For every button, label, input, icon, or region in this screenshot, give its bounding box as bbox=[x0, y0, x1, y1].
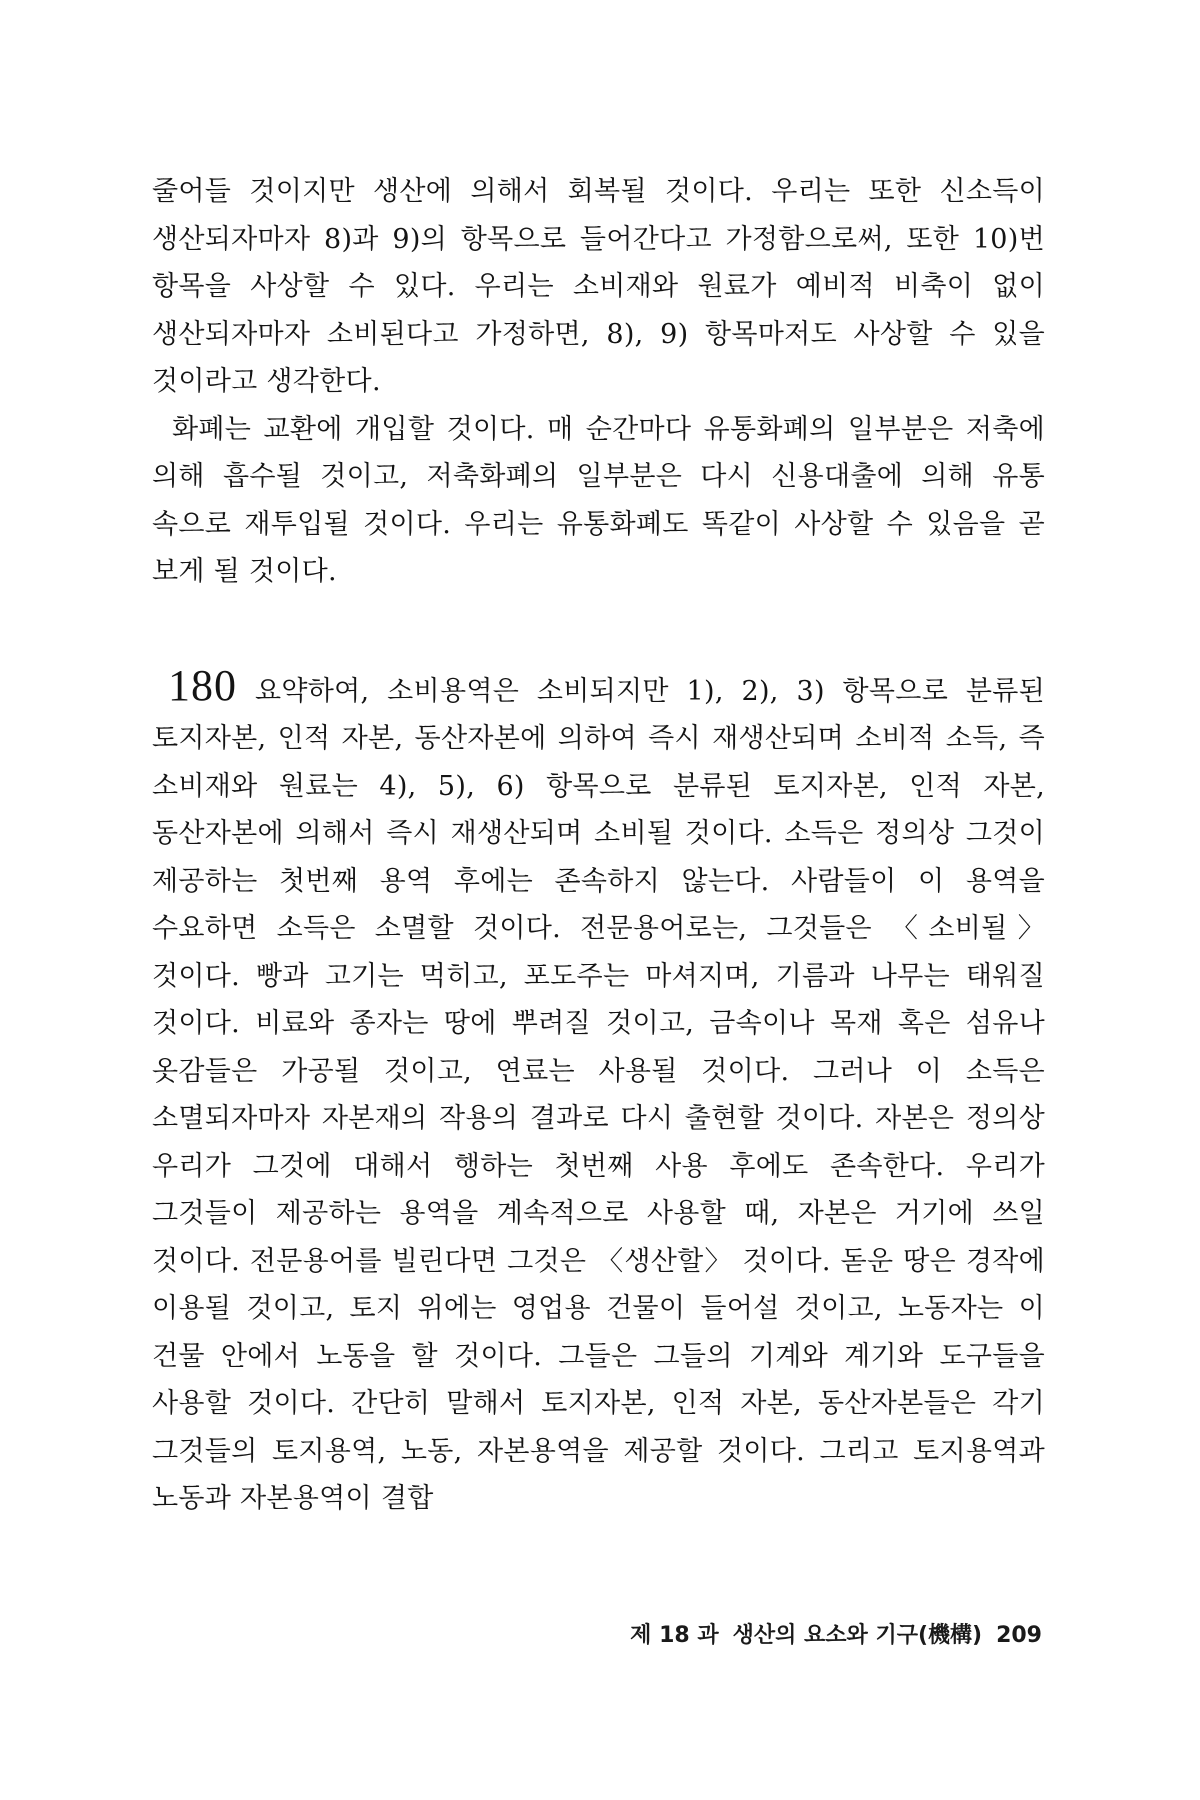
body-text bbox=[152, 168, 1045, 1523]
paragraph-money: 화폐는 교환에 개입할 것이다. 매 순간마다 유통화폐의 일부분은 저축에 의해 흡수될 것이고, 저축화폐의 일부분은 다시 신용대출에 의해 유통 속으로 재투입될 것이다. 우리는 유통화폐도 똑같이 사상할 수 있음을 곧 보게 될 것이다. bbox=[152, 413, 1045, 587]
chapter-title: 생산의 요소와 기구(機構) bbox=[732, 1623, 983, 1648]
paragraph-continuation: 줄어들 것이지만 생산에 의해서 회복될 것이다. 우리는 또한 신소득이 생산되자마자 8)과 9)의 항목으로 들어간다고 가정함으로써, 또한 10)번 항목을 사상할 수 있다. 우리는 소비재와 원료가 예비적 비축이 없이 생산되자마자 소비된다고 가정하면, 8), 9) 항목마저도 사상할 수 있을 것이라고 생각한다. bbox=[152, 176, 1045, 397]
section-paragraph bbox=[152, 662, 1045, 1523]
section-text: 요약하여, 소비용역은 소비되지만 1), 2), 3) 항목으로 분류된 토지자본, 인적 자본, 동산자본에 의하여 즉시 재생산되며 소비적 소득, 즉 소비재와 원료는 4), 5), 6) 항목으로 분류된 토지자본, 인적 자본, 동산자본에 의해서 즉시 재생산되며 소비될 것이다. 소득은 정의상 그것이 제공하는 첫번째 용역 후에는 존속하지 않는다. 사람들이 이 용역을 수요하면 소득은 소멸할 것이다. 전문용어로는, 그것들은 〈소비될〉 것이다. 빵과 고기는 먹히고, 포도주는 마셔지며, 기름과 나무는 태워질 것이다. 비료와 종자는 땅에 뿌려질 것이고, 금속이나 목재 혹은 섬유나 옷감들은 가공될 것이고, 연료는 사용될 것이다. 그러나 이 소득은 소멸되자마자 자본재의 작용의 결과로 다시 출현할 것이다. 자본은 정의상 우리가 그것에 대해서 행하는 첫번째 사용 후에도 존속한다. 우리가 그것들이 제공하는 용역을 계속적으로 사용할 때, 자본은 거기에 쓰일 것이다. 전문용어를 빌린다면 그것은 〈생산할〉 것이다. 돋운 땅은 경작에 이용될 것이고, 토지 위에는 영업용 건물이 들어설 것이고, 노동자는 이 건물 안에서 노동을 할 것이다. 그들은 그들의 기계와 계기와 도구들을 사용할 것이다. 간단히 말해서 토지자본, 인적 자본, 동산자본들은 각기 그것들의 토지용역, 노동, 자본용역을 제공할 것이다. 그리고 토지용역과 노동과 자본용역이 결합 bbox=[152, 675, 1045, 1514]
section-number: 180 bbox=[168, 660, 237, 710]
page-footer bbox=[630, 1618, 1042, 1649]
page-number: 209 bbox=[996, 1623, 1042, 1648]
chapter-label: 제 18 과 bbox=[630, 1623, 719, 1648]
section-180 bbox=[152, 662, 1045, 1523]
